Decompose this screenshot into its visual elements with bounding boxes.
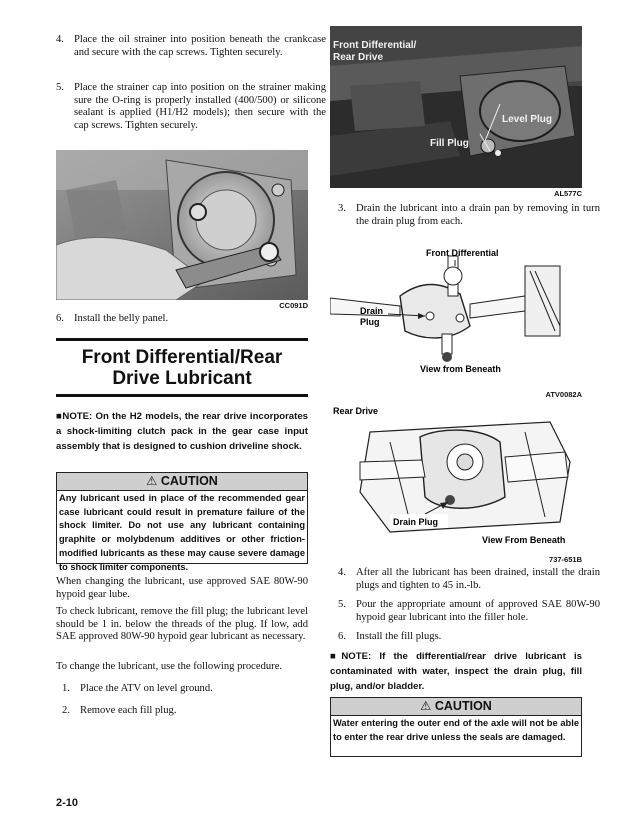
figure-id-737-651b: 737-651B	[549, 555, 582, 564]
figure-id-atv0082a: ATV0082A	[545, 390, 582, 399]
photo-oil-strainer	[56, 150, 308, 300]
caution-box-water	[330, 697, 582, 757]
label-view-from-beneath: View from Beneath	[420, 364, 501, 374]
caution-body: Any lubricant used in place of the recommended gear case lubricant could result in premature failure of the shock limiter. Do not use any lubricant containing graphite or molybdenum additives or other friction-modified lubricants as these may cause severe damage to shock limiter components.	[59, 493, 305, 572]
label-rear-drive: Rear Drive	[333, 52, 384, 63]
diagram-rear-drive	[330, 402, 582, 552]
label-plug: Plug	[360, 317, 380, 327]
left-step-2: 2. Remove each fill plug.	[62, 705, 177, 716]
paragraph-lube-type: When changing the lubricant, use approved SAE 80W-90 hypoid gear lube.	[56, 576, 308, 600]
caution-heading-water: ⚠ CAUTION	[331, 698, 581, 716]
label-drain-plug: Drain Plug	[393, 517, 439, 527]
left-step-5: 5. Place the strainer cap into position on the strainer making sure the O-ring is properly installed (400/500) or silicone sealant is applied (H1/H2 models); then secure with the cap screws. Tighten securely.	[56, 82, 326, 131]
note-water-contamination: ■NOTE: If the differential/rear drive lubricant is contaminated with water, inspect the drain plug, fill plug, and/or bladder.	[330, 651, 582, 692]
right-step-4: 4. After all the lubricant has been drained, install the drain plugs and tighten to 45 in.-lb.	[338, 567, 600, 591]
page-number: 2-10	[56, 797, 79, 809]
right-step-6: 6. Install the fill plugs.	[338, 631, 442, 642]
note-h2-shock-limiter: ■NOTE: On the H2 models, the rear drive incorporates a shock-limiting clutch pack in the gear case input assembly that is designed to cushion driveline shock.	[56, 411, 309, 452]
right-step-3: 3. Drain the lubricant into a drain pan by removing in turn the drain plug from each.	[338, 203, 600, 227]
left-step-6: 6. Install the belly panel.	[56, 313, 169, 324]
label-level-plug: Level Plug	[502, 114, 553, 125]
left-step-1: 1. Place the ATV on level ground.	[62, 683, 213, 694]
figure-id-cc091d: CC091D	[279, 301, 308, 310]
warning-triangle-icon: ⚠	[146, 474, 158, 488]
warning-triangle-icon: ⚠	[420, 699, 432, 713]
label-front-differential: Front Differential/	[333, 40, 417, 51]
label-fill-plug: Fill Plug	[430, 138, 469, 149]
rear-drive-line-drawing	[330, 402, 582, 552]
label-rear-drive-diagram: Rear Drive	[333, 406, 379, 416]
right-step-5: 5. Pour the appropriate amount of approved SAE 80W-90 hypoid gear lubricant into the filler hole.	[338, 599, 600, 623]
label-front-differential-diagram: Front Differential	[426, 248, 499, 258]
front-differential-line-drawing	[330, 236, 582, 386]
diagram-front-differential	[330, 236, 582, 386]
left-step-4: 4. Place the oil strainer into position beneath the crankcase and secure with the cap screws. Tighten securely.	[56, 34, 326, 58]
label-view-from-beneath-rear: View From Beneath	[482, 535, 566, 545]
paragraph-check-lube: To check lubricant, remove the fill plug; the lubricant level should be 1 in. below the threads of the plug. If low, add SAE approved 80W-90 hypoid gear lubricant as necessary.	[56, 606, 308, 643]
oil-strainer-illustration	[56, 150, 308, 300]
caution-body-water: Water entering the outer end of the axle will not be able to enter the rear drive unless the seals are damaged.	[333, 718, 579, 742]
caution-heading: ⚠ CAUTION	[57, 473, 307, 491]
figure-id-al577c: AL577C	[554, 189, 582, 198]
caution-box-lubricant	[56, 472, 308, 572]
label-drain: Drain	[360, 306, 384, 316]
differential-photo-illustration	[330, 26, 582, 188]
photo-front-differential-rear-drive	[330, 26, 582, 188]
paragraph-change-lube: To change the lubricant, use the following procedure.	[56, 661, 283, 672]
section-title: Front Differential/Rear Drive Lubricant	[56, 338, 308, 397]
